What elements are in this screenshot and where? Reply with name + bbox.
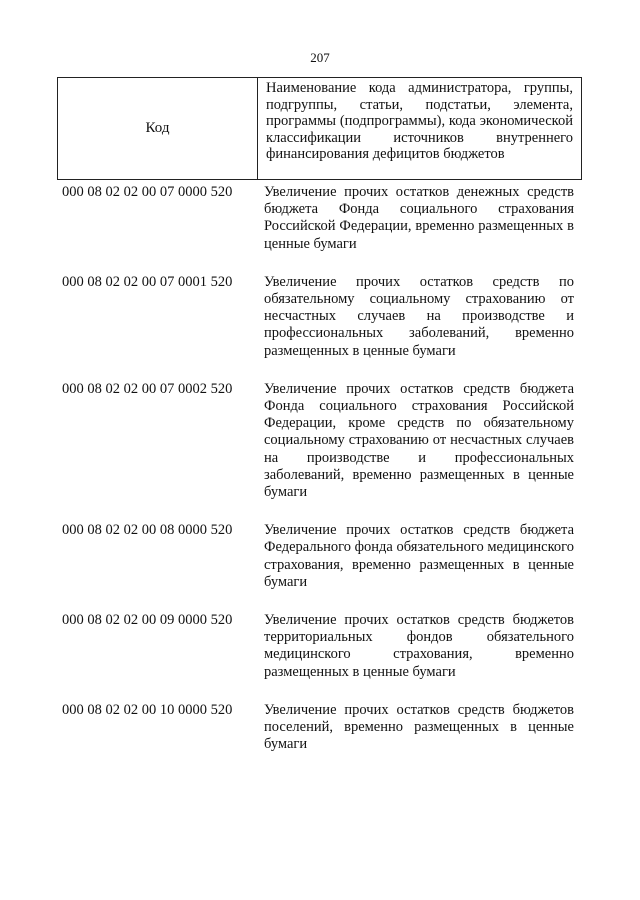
table-row: [57, 381, 582, 501]
table-row: [57, 274, 582, 360]
header-description-label: Наименование кода администратора, группы, подгруппы, статьи, подстатьи, элемента, программы (подпрограммы), кода экономической классификации источников внутреннего финансирования дефицитов бюджетов: [266, 80, 573, 162]
table-body: [57, 184, 582, 774]
table-row: [57, 184, 582, 253]
row-code: 000 08 02 02 00 07 0001 520: [62, 273, 233, 290]
header-code-label: Код: [58, 78, 258, 179]
row-description: Увеличение прочих остатков средств по обязательному социальному страхованию от несчастных случаев на производстве и профессиональных заболеваний, временно размещенных в ценные бумаги: [264, 273, 574, 359]
row-description: Увеличение прочих остатков средств бюджетов поселений, временно размещенных в ценные бумаги: [264, 701, 574, 753]
page-number: 207: [310, 50, 330, 65]
table-row: [57, 612, 582, 681]
table-row: [57, 522, 582, 591]
row-code: 000 08 02 02 00 09 0000 520: [62, 612, 233, 629]
table-header: [57, 77, 582, 180]
row-description: Увеличение прочих остатков средств бюджета Федерального фонда обязательного медицинского страхования, временно размещенных в ценные бумаги: [264, 522, 574, 590]
row-code: 000 08 02 02 00 08 0000 520: [62, 522, 233, 539]
row-description: Увеличение прочих остатков денежных средств бюджета Фонда социального страхования Российской Федерации, временно размещенных в ценные бумаги: [264, 184, 574, 252]
row-description: Увеличение прочих остатков средств бюджета Фонда социального страхования Российской Федерации, кроме средств по обязательному социальному страхованию от несчастных случаев на производстве и профессиональных заболеваний, временно размещенных в ценные бумаги: [264, 380, 574, 501]
table-row: [57, 702, 582, 754]
row-code: 000 08 02 02 00 07 0002 520: [62, 380, 233, 397]
row-description: Увеличение прочих остатков средств бюджетов территориальных фондов обязательного медицинского страхования, временно размещенных в ценные бумаги: [264, 612, 574, 680]
row-code: 000 08 02 02 00 07 0000 520: [62, 184, 233, 200]
row-code: 000 08 02 02 00 10 0000 520: [62, 701, 233, 718]
